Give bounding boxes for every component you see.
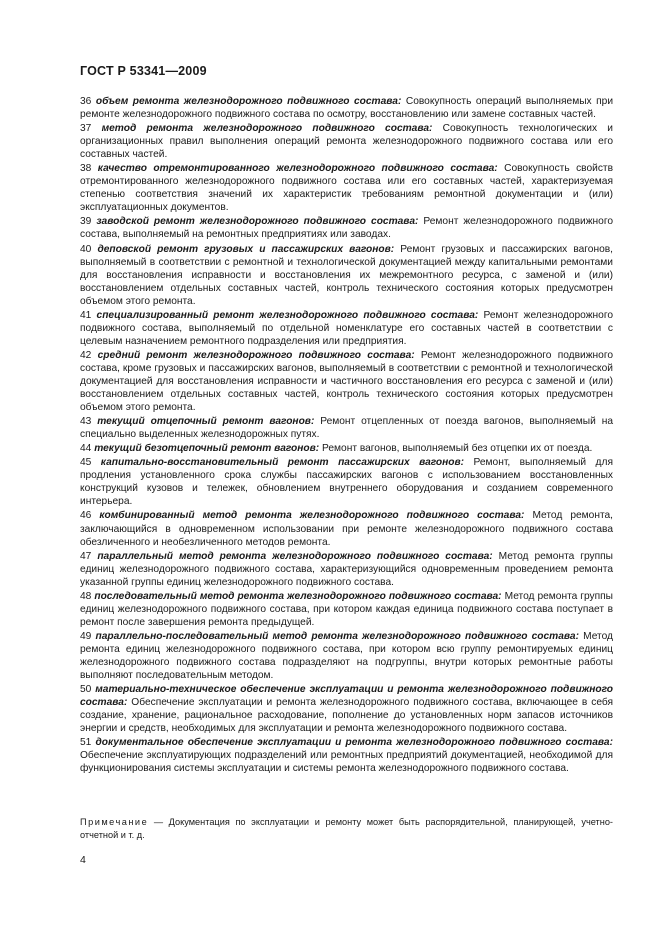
document-header: ГОСТ Р 53341—2009 [80,64,207,78]
entry-number: 41 [80,309,92,321]
definition-entry [80,349,613,414]
entry-number: 37 [80,123,92,135]
definition-entry [80,309,613,348]
entry-term: деповской ремонт грузовых и пассажирских вагонов: [97,243,395,255]
definition-entry [80,736,613,775]
entry-definition: Совокупность свойств отремонтированного железнодорожного подвижного состава или его составных частей, характеризуемая степенью соответствия значений их характеристик требованиям ремонтной документации и (или) эксплуатационных документов. [80,163,613,214]
entry-number: 47 [80,550,92,562]
definition-entry [80,215,613,241]
entry-term: специализированный ремонт железнодорожного подвижного состава: [96,309,479,321]
note-label: Примечание [80,817,149,827]
entry-term: качество отремонтированного железнодорожного подвижного состава: [97,163,498,175]
entry-definition: Совокупность технологических и организационных правил выполнения операций ремонта железнодорожного подвижного состава или его составных частей. [80,123,613,161]
entry-definition: Ремонт грузовых и пассажирских вагонов, выполняемый в соответствии с ремонтной и технологической документацией между капитальными ремонтами для восстановления исправности и восстановления их межремонтного ресурса, с заменой и (или) восстановлением отдельных составных частей, контроль технического состояния которых предусмотрен объемом этого ремонта. [80,243,613,307]
entry-number: 45 [80,457,92,469]
entry-number: 44 [80,443,92,455]
entry-number: 42 [80,349,92,361]
entry-definition: Метод ремонта группы единиц железнодорожного подвижного состава, при котором каждая единица подвижного состава поступает в ремонт после завершения ремонта предыдущей. [80,590,614,628]
entry-term: последовательный метод ремонта железнодорожного подвижного состава: [94,590,502,602]
entry-number: 51 [80,737,92,749]
entry-number: 40 [80,243,92,255]
definition-entry [80,243,613,308]
entry-number: 48 [80,590,92,602]
entry-definition: Метод ремонта группы единиц железнодорожного подвижного состава, характеризующийся одновременным проведением ремонта указанной группы единиц железнодорожного подвижного состава. [80,550,613,588]
note-text: — Документация по эксплуатации и ремонту может быть распорядительной, планирующей, учетно-отчетной и т. д. [80,817,613,840]
entry-definition: Ремонт вагонов, выполняемый без отцепки их от поезда. [319,443,593,455]
entry-number: 43 [80,416,92,428]
entry-term: параллельно-последовательный метод ремонта железнодорожного подвижного состава: [95,630,579,642]
entry-definition: Метод ремонта единиц железнодорожного подвижного состава, при котором всю группу ремонтируемых единиц железнодорожного подвижного состава подразделяют на подгруппы, внутри которых ремонтные работы выполняют последовательным методом. [80,630,613,682]
entry-term: материально-техническое обеспечение эксплуатации и ремонта железнодорожного подвижного состава: [80,684,613,709]
entry-definition: Ремонт отцепленных от поезда вагонов, выполняемый на специально выделенных железнодорожных путях. [80,416,613,441]
entry-term: параллельный метод ремонта железнодорожного подвижного состава: [97,550,493,562]
definition-entry [80,683,613,735]
entry-definition: Метод ремонта, заключающийся в одновременном использовании при ремонте железнодорожного подвижного состава обезличенного и необезличенного методов ремонта. [80,510,614,548]
entry-number: 39 [80,216,92,228]
entry-definition: Обеспечение эксплуатации и ремонта железнодорожного подвижного состава, включающее в себя создание, хранение, рациональное расходование, пополнение до установленных норм запасов источников энергии и средств, необходимых для эксплуатации и ремонта железнодорожного подвижного состава. [80,697,613,735]
entry-number: 36 [80,96,92,107]
definitions-list [80,95,613,776]
entry-term: текущий отцепочный ремонт вагонов: [97,416,315,428]
definition-entry [80,162,613,214]
entry-definition: Ремонт железнодорожного подвижного состава, выполняемый по отдельной номенклатуре его составных частей в соответствии с целевым назначением ремонтного подразделения или предприятия. [80,309,613,347]
definition-entry [80,95,613,121]
entry-term: заводской ремонт железнодорожного подвижного состава: [96,216,419,228]
entry-term: средний ремонт железнодорожного подвижного состава: [97,349,415,361]
entry-number: 38 [80,163,92,175]
entry-definition: Ремонт железнодорожного подвижного состава, выполняемый на ремонтных предприятиях или заводах. [80,216,613,241]
definition-entry [80,550,613,589]
entry-definition: Ремонт железнодорожного подвижного состава, кроме грузовых и пассажирских вагонов, выполняемый в соответствии с ремонтной и технологической документацией для восстановления исправности и частичного восстановления его ресурса с заменой и (или) восстановлением отдельных составных частей, контроль технического состояния которых предусмотрен объемом этого ремонта. [80,349,613,414]
entry-term: метод ремонта железнодорожного подвижного состава: [101,123,433,135]
note [80,816,613,841]
entry-term: комбинированный метод ремонта железнодорожного подвижного состава: [99,510,525,522]
entry-term: документальное обеспечение эксплуатации и ремонта железнодорожного подвижного состава: [95,737,613,749]
entry-term: капитально-восстановительный ремонт пассажирских вагонов: [100,457,465,469]
entry-definition: Совокупность операций выполняемых при ремонте железнодорожного подвижного состава по осмотру, восстановлению или замене составных частей. [80,96,614,121]
entry-number: 49 [80,630,92,642]
entry-definition: Ремонт, выполняемый для продления установленного срока службы пассажирских вагонов с использованием восстановленных конструкций кузовов и тележек, обновлением внутреннего оборудования и созданием современного интерьера. [80,457,613,508]
entry-term: объем ремонта железнодорожного подвижного состава: [95,96,402,107]
page-number: 4 [80,854,86,866]
entry-number: 46 [80,510,92,522]
definition-entry [80,442,613,455]
definition-entry [80,456,613,508]
definition-entry [80,415,613,441]
entry-term: текущий безотцепочный ремонт вагонов: [94,443,320,455]
entry-number: 50 [80,684,92,696]
definition-entry [80,122,613,161]
definition-entry [80,630,613,682]
definition-entry [80,509,613,548]
definition-entry [80,590,613,629]
entry-definition: Обеспечение эксплуатирующих подразделений или ремонтных предприятий документацией, необходимой для функционирования системы эксплуатации и системы ремонта железнодорожного подвижного состава. [80,750,613,775]
